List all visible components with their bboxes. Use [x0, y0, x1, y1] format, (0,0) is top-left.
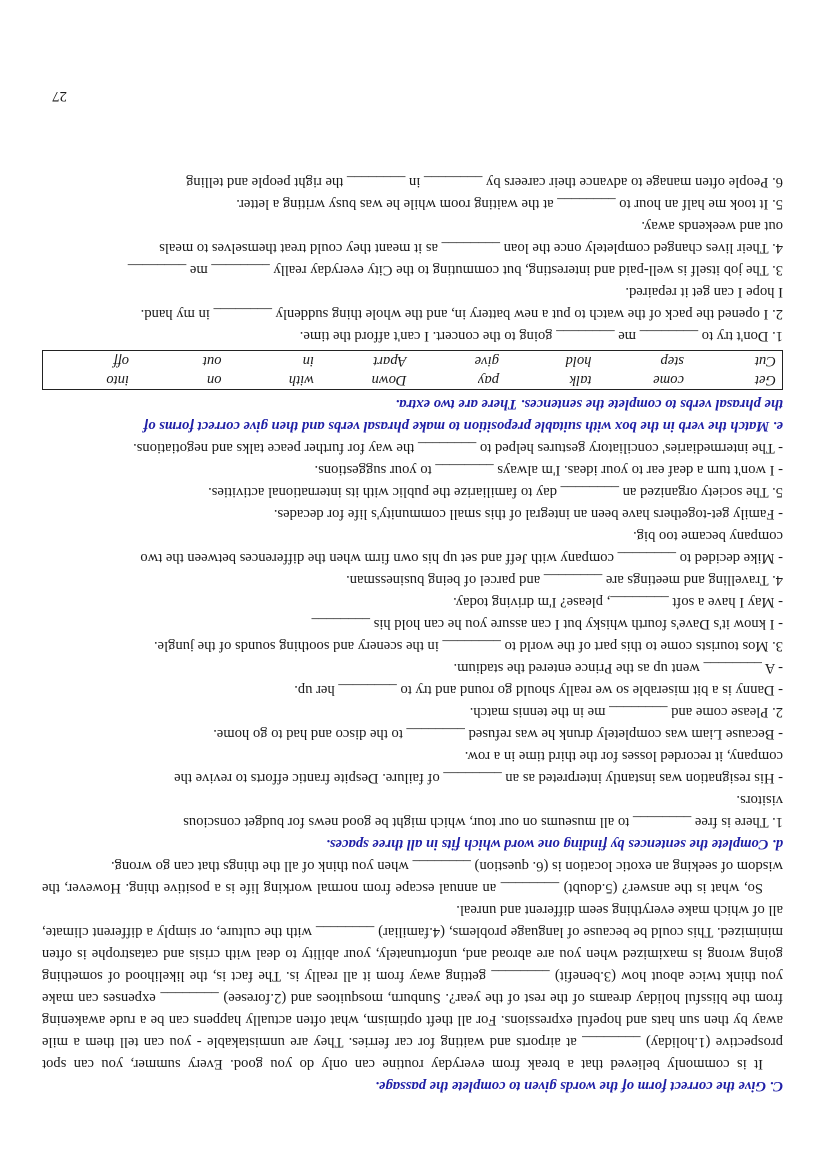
word-box-cell: into [106, 372, 129, 388]
page-number: 27 [52, 88, 67, 104]
word-box [42, 350, 783, 390]
exercise-line: - Family get-togethers have been an integral of this small community's life for decades. [273, 506, 783, 522]
exercise-line: - I won't turn a deaf ear to your ideas. I'm always ________ to your suggestions. [314, 462, 783, 478]
exercise-line: 6. People often manage to advance their careers by ________ in ________ the right people and telling [186, 174, 783, 190]
word-box-cell: Get [754, 372, 776, 388]
section-c-paragraph-2: So, what is the answer? (5.doubt) ________ an annual escape from normal working life is a positive thing. However, the wisdom of seeking an exotic location is (6. question) ________ when you think of all the things that can go wrong. [42, 858, 783, 896]
exercise-line: - A ________ went up as the Prince entered the stadium. [453, 660, 783, 676]
exercise-line: 4. Their lives changed completely once the loan ________ as it meant they could treat themselves to meals [159, 240, 783, 256]
exercise-line: 1. Don't try to ________ me ________ going to the concert. I can't afford the time. [299, 328, 783, 344]
word-box-cell: give [474, 353, 499, 369]
section-c-heading: C. Give the correct form of the words given to complete the passage. [375, 1078, 783, 1094]
word-box-cell: pay [477, 372, 499, 388]
exercise-line: 5. It took me half an hour to ________ at the waiting room while he was busy writing a letter. [236, 196, 783, 212]
section-c-paragraph-1: It is commonly believed that a break from everyday routine can only do you good. Every summer, you can spot prospective (1.holiday) ________ at airports and waiting for car ferries. They are unmistakable - you can tell them a mile away by then sun hats and hopeful expressions. For all theft optimism, what often actually happens can be a rude awakening from the blissful holiday dreams of the rest of the year?. Sunburn, mosquitoes and (2.foresee) ________ expenses can make you think twice about how (3.benefit) ________ getting away from it all really is. The fact is, the likelihood of something going wrong is maximized when you are abroad and, unfortunately, your ability to deal with crisis and catastrophe is often minimized. This could be because of language problems, (4.familiar) ________ with the culture, or simply a different climate, all of which make everything seem different and unreal. [42, 902, 783, 1072]
exercise-line: 1. There is free ________ to all museums on our tour, which might be good news for budget conscious [183, 814, 783, 830]
exercise-line: visitors. [736, 792, 783, 808]
section-e-heading-line-2: the phrasal verbs to complete the sentences. There are two extra. [395, 396, 783, 412]
exercise-line: I hope I can get it repaired. [625, 284, 783, 300]
exercise-line: - May I have a soft ________, please? I'm driving today. [453, 594, 783, 610]
exercise-line: 3. Mos tourists come to this part of the world to ________ in the scenery and soothing sounds of the jungle. [153, 638, 783, 654]
word-box-cell: come [653, 372, 684, 388]
exercise-line: - Danny is a bit miserable so we really should go round and try to ________ her up. [294, 682, 783, 698]
exercise-line: - I know it's Dave's fourth whisky but I can assure you he can hold his ________ [311, 616, 783, 632]
exercise-line: - His resignation was instantly interpreted as an ________ of failure. Despite frantic efforts to revive the [174, 770, 783, 786]
exercise-line: - Mike decided to ________ company with Jeff and set up his own firm when the differences between the two [140, 550, 783, 566]
word-box-cell: talk [569, 372, 592, 388]
exercise-line: company became too big. [633, 528, 783, 544]
word-box-cell: Cut [754, 353, 776, 369]
word-box-cell: Down [371, 372, 407, 388]
word-box-cell: off [113, 353, 129, 369]
exercise-line: out and weekends away. [641, 218, 783, 234]
exercise-line: 2. I opened the pack of the watch to put a new battery in, and the whole thing suddenly ________ in my hand. [140, 306, 783, 322]
exercise-line: 5. The society organized an ________ day to familiarize the public with its international activities. [208, 484, 783, 500]
word-box-cell: step [660, 353, 684, 369]
word-box-cell: with [288, 372, 314, 388]
exercise-line: 4. Travelling and meetings are ________ and parcel of being businessman. [346, 572, 783, 588]
page-content [42, 171, 783, 1097]
word-box-row [43, 351, 783, 371]
exercise-line: - Because Liam was completely drunk he was refused ________ to the disco and had to go home. [213, 726, 783, 742]
exercise-line: 2. Please come and ________ me in the tennis match. [469, 704, 783, 720]
word-box-cell: Apart [373, 353, 407, 369]
word-box-cell: out [202, 353, 222, 369]
word-box-cell: hold [565, 353, 592, 369]
word-box-cell: on [206, 372, 222, 388]
word-box-row [43, 370, 783, 390]
section-e-heading-line-1: e. Match the verb in the box with suitable preposition to make phrasal verbs and then give correct forms of [143, 418, 783, 434]
word-box-cell: in [302, 353, 314, 369]
exercise-line: 3. The job itself is well-paid and interesting, but commuting to the City everyday really ________ me ________ [127, 262, 783, 278]
exercise-line: company, it recorded losses for the third time in a row. [464, 748, 783, 764]
exercise-line: - The intermediaries' conciliatory gestures helped to ________ the way for further peace talks and negotiations. [133, 440, 783, 456]
section-d-heading: d. Complete the sentences by finding one word which fits in all three spaces. [326, 836, 783, 852]
